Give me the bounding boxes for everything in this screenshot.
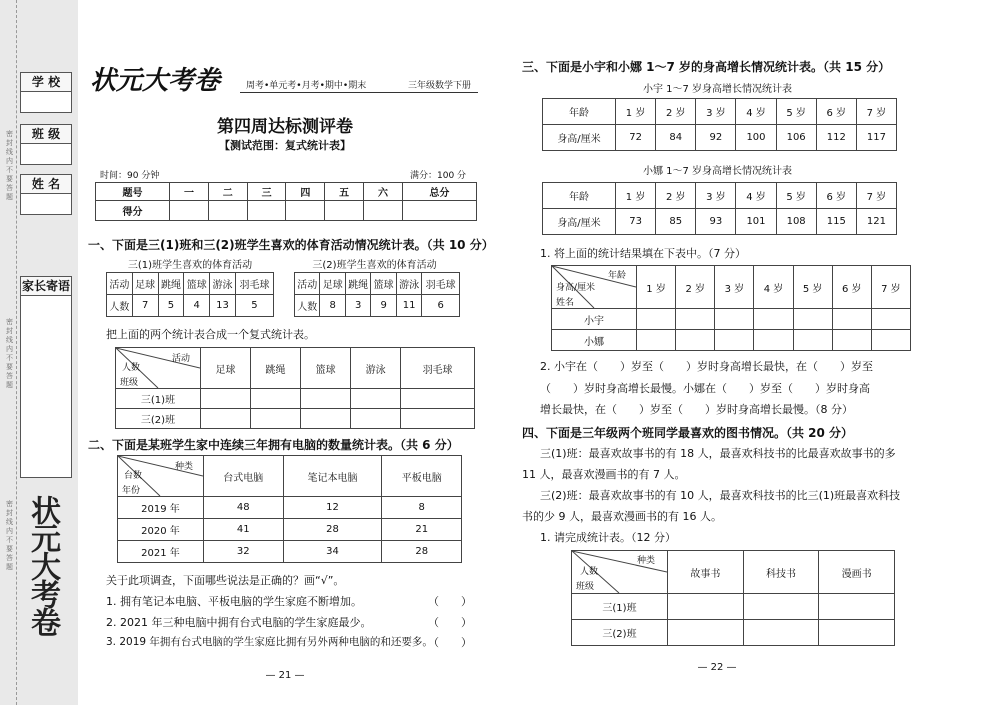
answer-cell[interactable] xyxy=(401,389,475,409)
diag-label-bottom: 班级 xyxy=(576,582,595,592)
q4-table xyxy=(571,550,895,646)
row-head: 年龄 xyxy=(543,183,616,209)
answer-paren[interactable]: （ ） xyxy=(428,636,472,649)
col-head: 羽毛球 xyxy=(401,348,475,389)
answer-cell[interactable] xyxy=(668,620,744,646)
col-head: 1 岁 xyxy=(616,99,656,125)
q3-table-xiaona xyxy=(542,182,897,235)
col-head: 足球 xyxy=(132,273,158,295)
row-head: 人数 xyxy=(107,295,133,317)
table-row xyxy=(552,309,911,330)
answer-cell[interactable] xyxy=(754,309,793,330)
q2-statement-1: 1. 拥有笔记本电脑、平板电脑的学生家庭不断增加。 xyxy=(106,595,362,608)
cell: 9 xyxy=(371,295,396,317)
col-head: 3 岁 xyxy=(696,99,736,125)
cell: 41 xyxy=(204,519,284,541)
score-header-cell: 五 xyxy=(325,183,364,201)
col-head: 6 岁 xyxy=(816,99,856,125)
q4-class2-line2: 书的少 9 人，最喜欢漫画书的有 16 人。 xyxy=(522,510,722,523)
answer-cell[interactable] xyxy=(251,409,301,429)
cell: 92 xyxy=(696,125,736,151)
q2-statement-2: 2. 2021 年三种电脑中拥有台式电脑的学生家庭最少。 xyxy=(106,616,372,629)
cell: 3 xyxy=(345,295,370,317)
diag-label-bottom: 班级 xyxy=(120,378,139,388)
cell: 12 xyxy=(283,497,382,519)
q3-sub2-line3: 增长最快，在（ ）岁至（ ）岁时身高增长最慢。（8 分） xyxy=(540,403,853,416)
row-head: 小宇 xyxy=(552,309,637,330)
cell: 13 xyxy=(210,295,236,317)
row-head: 三(1)班 xyxy=(116,389,201,409)
q4-heading: 四、下面是三年级两个班同学最喜欢的图书情况。（共 20 分） xyxy=(522,426,854,440)
score-cell[interactable] xyxy=(286,201,325,221)
score-table xyxy=(95,182,477,221)
school-field[interactable] xyxy=(21,92,71,112)
answer-cell[interactable] xyxy=(201,409,251,429)
q1-table2-caption: 三(2)班学生喜欢的体育活动 xyxy=(312,260,437,271)
table-row xyxy=(295,295,460,317)
score-row xyxy=(96,201,477,221)
q1-table1-caption: 三(1)班学生喜欢的体育活动 xyxy=(127,260,253,271)
class-box xyxy=(20,124,72,165)
answer-cell[interactable] xyxy=(832,309,871,330)
seal-text: 密封线内不要答题 xyxy=(6,130,13,201)
answer-cell[interactable] xyxy=(715,309,754,330)
col-head: 6 岁 xyxy=(816,183,856,209)
col-head: 5 岁 xyxy=(793,266,832,309)
answer-cell[interactable] xyxy=(871,330,910,351)
answer-cell[interactable] xyxy=(201,389,251,409)
answer-cell[interactable] xyxy=(351,389,401,409)
cell: 73 xyxy=(616,209,656,235)
grade-text: 三年级数学下册 xyxy=(408,81,472,91)
q2-diag-header xyxy=(118,456,204,497)
row-head: 三(1)班 xyxy=(572,594,668,620)
col-head: 羽毛球 xyxy=(422,273,460,295)
test-scope: 【测试范围：复式统计表】 xyxy=(219,139,351,152)
cell: 121 xyxy=(856,209,896,235)
col-head: 足球 xyxy=(320,273,345,295)
cell: 117 xyxy=(856,125,896,151)
col-head: 3 岁 xyxy=(696,183,736,209)
answer-cell[interactable] xyxy=(676,330,715,351)
answer-cell[interactable] xyxy=(676,309,715,330)
diag-label-top: 活动 xyxy=(171,354,190,364)
col-head: 4 岁 xyxy=(754,266,793,309)
table-row xyxy=(543,209,897,235)
series-text: 周考•单元考•月考•期中•期末 xyxy=(246,81,367,91)
q4-class1-line1: 三(1)班：最喜欢故事书的有 18 人，最喜欢科技书的比最喜欢故事书的多 xyxy=(540,447,896,460)
score-cell[interactable] xyxy=(402,201,476,221)
diag-label-mid: 人数 xyxy=(122,363,141,373)
answer-cell[interactable] xyxy=(301,389,351,409)
col-head: 笔记本电脑 xyxy=(283,456,382,497)
score-header-cell: 二 xyxy=(208,183,247,201)
answer-cell[interactable] xyxy=(819,620,895,646)
time-text: 时间：90 分钟 xyxy=(100,171,160,181)
row-head: 身高/厘米 xyxy=(543,125,616,151)
page-number-right: — 22 — xyxy=(697,662,737,673)
cell: 108 xyxy=(776,209,816,235)
table-row xyxy=(543,125,897,151)
diag-label-bottom: 姓名 xyxy=(556,298,575,308)
q2-statement-3: 3. 2019 年拥有台式电脑的学生家庭比拥有另外两种电脑的和还要多。 xyxy=(106,636,433,648)
score-header-cell: 总分 xyxy=(402,183,476,201)
answer-cell[interactable] xyxy=(793,330,832,351)
score-header-cell: 六 xyxy=(364,183,403,201)
answer-cell[interactable] xyxy=(871,309,910,330)
class-field[interactable] xyxy=(21,144,71,164)
cell: 115 xyxy=(816,209,856,235)
answer-cell[interactable] xyxy=(401,409,475,429)
q2-table xyxy=(117,455,462,563)
cell: 101 xyxy=(736,209,776,235)
q3-sub2-line1: 2. 小宇在（ ）岁至（ ）岁时身高增长最快，在（ ）岁至 xyxy=(540,360,873,373)
q1-heading: 一、下面是三(1)班和三(2)班学生喜欢的体育活动情况统计表。（共 10 分） xyxy=(88,238,494,252)
col-head: 7 岁 xyxy=(856,99,896,125)
parent-label: 家长寄语 xyxy=(21,277,71,296)
row-head: 三(2)班 xyxy=(572,620,668,646)
row-head: 人数 xyxy=(295,295,320,317)
cell: 11 xyxy=(396,295,421,317)
answer-cell[interactable] xyxy=(754,330,793,351)
table-row xyxy=(543,183,897,209)
col-head: 6 岁 xyxy=(832,266,871,309)
row-head: 年龄 xyxy=(543,99,616,125)
score-cell[interactable] xyxy=(170,201,209,221)
answer-cell[interactable] xyxy=(251,389,301,409)
parent-field[interactable] xyxy=(21,296,71,476)
col-head: 篮球 xyxy=(301,348,351,389)
seal-text: 密封线内不要答题 xyxy=(6,500,13,571)
page-title: 第四周达标测评卷 xyxy=(217,117,353,137)
q3-table2-caption: 小娜 1～7 岁身高增长情况统计表 xyxy=(642,166,793,177)
col-head: 跳绳 xyxy=(345,273,370,295)
q3-heading: 三、下面是小宇和小娜 1～7 岁的身高增长情况统计表。（共 15 分） xyxy=(522,60,891,74)
class-label: 班 级 xyxy=(21,125,71,144)
col-head: 1 岁 xyxy=(637,266,676,309)
answer-cell[interactable] xyxy=(301,409,351,429)
col-head: 游泳 xyxy=(351,348,401,389)
diag-label-bottom: 年份 xyxy=(122,486,141,496)
cell: 34 xyxy=(283,541,382,563)
score-header-cell: 题号 xyxy=(96,183,170,201)
q3-table1-caption: 小宇 1～7 岁身高增长情况统计表 xyxy=(642,84,793,95)
col-head: 平板电脑 xyxy=(382,456,462,497)
answer-cell[interactable] xyxy=(637,330,676,351)
name-label: 姓 名 xyxy=(21,175,71,194)
header-logo: 状元大考卷 xyxy=(90,66,221,96)
merged-diag-header xyxy=(116,348,201,389)
q4-sub1: 1. 请完成统计表。（12 分） xyxy=(540,531,676,544)
cell: 93 xyxy=(696,209,736,235)
answer-cell[interactable] xyxy=(832,330,871,351)
header-rule xyxy=(240,92,478,93)
cell: 21 xyxy=(382,519,462,541)
col-head: 漫画书 xyxy=(819,551,895,594)
cell: 48 xyxy=(204,497,284,519)
col-head: 2 岁 xyxy=(656,183,696,209)
full-score-text: 满分：100 分 xyxy=(410,171,467,181)
col-head: 跳绳 xyxy=(158,273,184,295)
seal-text: 密封线内不要答题 xyxy=(6,318,13,389)
name-box xyxy=(20,174,72,215)
col-head: 故事书 xyxy=(668,551,744,594)
q1-table2 xyxy=(294,272,460,317)
row-head: 2021 年 xyxy=(118,541,204,563)
col-head: 篮球 xyxy=(184,273,210,295)
diag-label-top: 种类 xyxy=(174,462,193,472)
q2-question: 关于此项调查，下面哪些说法是正确的？画“√”。 xyxy=(106,574,345,587)
col-head: 羽毛球 xyxy=(235,273,273,295)
score-header-cell: 一 xyxy=(170,183,209,201)
col-head: 4 岁 xyxy=(736,99,776,125)
q1-table1 xyxy=(106,272,274,317)
answer-paren[interactable]: （ ） xyxy=(428,616,472,629)
row-head: 身高/厘米 xyxy=(543,209,616,235)
diag-label-mid: 台数 xyxy=(124,471,143,481)
col-head: 2 岁 xyxy=(676,266,715,309)
q4-diag-header xyxy=(572,551,668,594)
cell: 8 xyxy=(320,295,345,317)
cell: 8 xyxy=(382,497,462,519)
cell: 72 xyxy=(616,125,656,151)
page-number-left: — 21 — xyxy=(265,670,305,681)
answer-paren[interactable]: （ ） xyxy=(428,595,472,608)
diag-label-mid: 人数 xyxy=(580,567,599,577)
table-row xyxy=(552,266,911,309)
col-head: 足球 xyxy=(201,348,251,389)
col-head: 游泳 xyxy=(396,273,421,295)
q3-merged-table xyxy=(551,265,911,351)
school-box xyxy=(20,72,72,113)
table-row xyxy=(552,330,911,351)
col-head: 2 岁 xyxy=(656,99,696,125)
binding-strip xyxy=(0,0,78,705)
side-logo: 状元大考卷 xyxy=(25,495,60,635)
cell: 6 xyxy=(422,295,460,317)
table-row xyxy=(295,273,460,295)
q4-class2-line1: 三(2)班：最喜欢故事书的有 10 人，最喜欢科技书的比三(1)班最喜欢科技 xyxy=(540,489,901,502)
q3-sub2-line2: （ ）岁时身高增长最慢。小娜在（ ）岁至（ ）岁时身高 xyxy=(540,382,870,395)
table-row xyxy=(107,273,274,295)
cell: 28 xyxy=(283,519,382,541)
score-cell[interactable] xyxy=(364,201,403,221)
q2-heading: 二、下面是某班学生家中连续三年拥有电脑的数量统计表。（共 6 分） xyxy=(88,438,459,452)
table-row xyxy=(107,295,274,317)
row-head: 三(2)班 xyxy=(116,409,201,429)
q4-class1-line2: 11 人，最喜欢漫画书的有 7 人。 xyxy=(522,468,686,481)
score-cell[interactable] xyxy=(208,201,247,221)
col-head: 科技书 xyxy=(743,551,819,594)
row-head: 2019 年 xyxy=(118,497,204,519)
diag-label-top: 年龄 xyxy=(607,271,626,281)
q1-instruction: 把上面的两个统计表合成一个复式统计表。 xyxy=(106,328,315,341)
score-cell[interactable] xyxy=(247,201,286,221)
col-head: 7 岁 xyxy=(856,183,896,209)
diag-label-mid: 身高/厘米 xyxy=(556,283,596,293)
answer-cell[interactable] xyxy=(351,409,401,429)
answer-cell[interactable] xyxy=(743,594,819,620)
school-label: 学 校 xyxy=(21,73,71,92)
row-head: 活动 xyxy=(295,273,320,295)
col-head: 台式电脑 xyxy=(204,456,284,497)
cell: 84 xyxy=(656,125,696,151)
cell: 5 xyxy=(235,295,273,317)
q3-diag-header xyxy=(552,266,637,309)
row-head: 活动 xyxy=(107,273,133,295)
score-cell[interactable] xyxy=(325,201,364,221)
col-head: 7 岁 xyxy=(871,266,910,309)
col-head: 1 岁 xyxy=(616,183,656,209)
col-head: 4 岁 xyxy=(736,183,776,209)
answer-cell[interactable] xyxy=(715,330,754,351)
col-head: 跳绳 xyxy=(251,348,301,389)
col-head: 3 岁 xyxy=(715,266,754,309)
parent-box xyxy=(20,276,72,478)
row-head: 2020 年 xyxy=(118,519,204,541)
score-row-label: 得分 xyxy=(96,201,170,221)
cell: 106 xyxy=(776,125,816,151)
cell: 4 xyxy=(184,295,210,317)
score-header-cell: 三 xyxy=(247,183,286,201)
col-head: 5 岁 xyxy=(776,99,816,125)
cell: 112 xyxy=(816,125,856,151)
answer-cell[interactable] xyxy=(668,594,744,620)
answer-cell[interactable] xyxy=(743,620,819,646)
table-row xyxy=(543,99,897,125)
answer-cell[interactable] xyxy=(793,309,832,330)
cell: 85 xyxy=(656,209,696,235)
cell: 100 xyxy=(736,125,776,151)
name-field[interactable] xyxy=(21,194,71,214)
q1-merged-table xyxy=(115,347,475,429)
cell: 5 xyxy=(158,295,184,317)
q3-sub1: 1. 将上面的统计结果填在下表中。（7 分） xyxy=(540,247,746,260)
answer-cell[interactable] xyxy=(637,309,676,330)
col-head: 游泳 xyxy=(210,273,236,295)
answer-cell[interactable] xyxy=(819,594,895,620)
score-header-row xyxy=(96,183,477,201)
col-head: 篮球 xyxy=(371,273,396,295)
col-head: 5 岁 xyxy=(776,183,816,209)
cell: 32 xyxy=(204,541,284,563)
score-header-cell: 四 xyxy=(286,183,325,201)
row-head: 小娜 xyxy=(552,330,637,351)
cell: 7 xyxy=(132,295,158,317)
cell: 28 xyxy=(382,541,462,563)
q3-table-xiaoyu xyxy=(542,98,897,151)
diag-label-top: 种类 xyxy=(636,556,655,566)
